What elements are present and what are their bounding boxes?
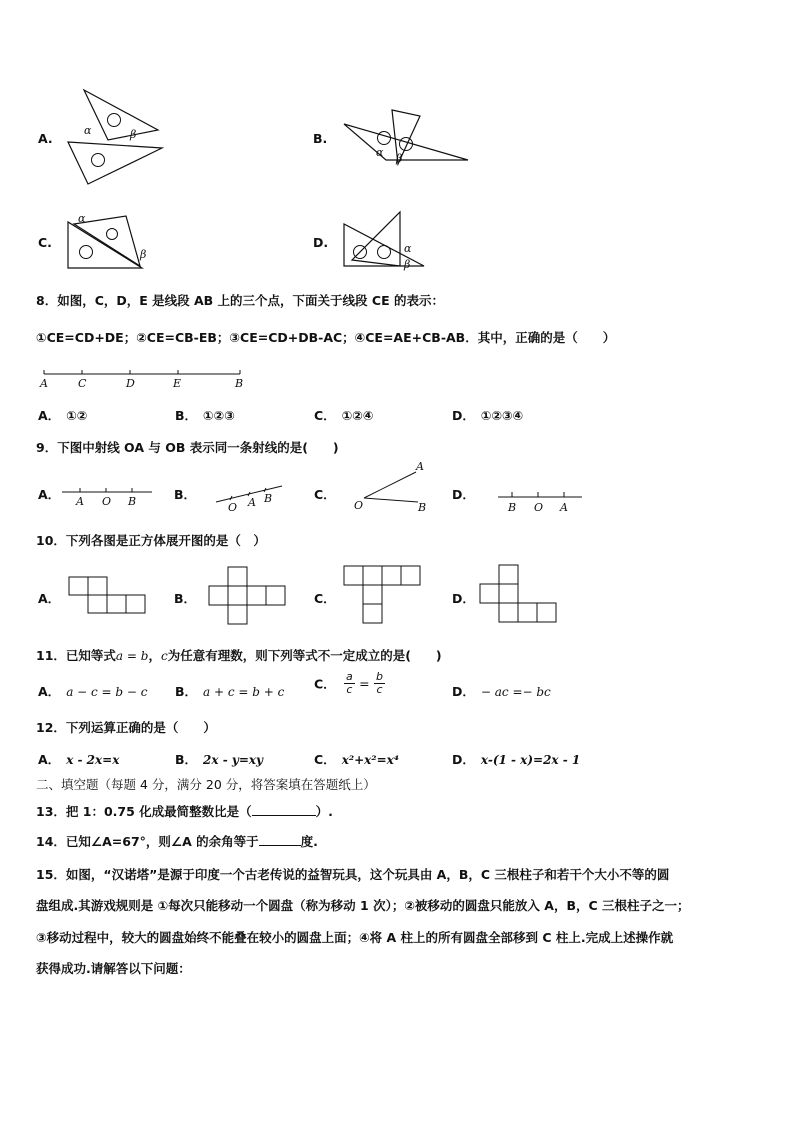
q8-option-d: D． ①②③④ [452,408,524,423]
q7a-alpha: α [84,124,92,137]
q9-option-d-label: D． [452,487,475,502]
q9b-o: O [228,501,238,514]
q8-statements: ①CE=CD+DE；②CE=CB-EB；③CE=CD+DB-AC；④CE=AE+CB-AB．其中，正确的是（ ） [36,330,616,345]
q10-option-a-label: A． [38,591,61,606]
q12-stem: 12．下列运算正确的是（ ） [36,720,216,735]
q8-pt-e: E [173,377,182,390]
q7-figure-d [338,210,433,272]
q14: 14．已知∠A=67°，则∠A 的余角等于 度. [36,834,318,849]
q12-option-d: D． x-(1 - x)=2x - 1 [452,752,581,767]
q8-pt-d: D [126,377,135,390]
q7c-beta: β [140,248,147,261]
q9c-a: A [416,460,424,473]
q12-option-c: C． x²+x²=x⁴ [314,752,400,767]
q13: 13．把 1：0.75 化成最简整数比是（ ）. [36,804,333,819]
q9a-o: O [102,495,112,508]
q10-option-b-label: B． [174,591,197,606]
q9-figure-d [496,490,586,514]
q7-option-d-label: D. [313,235,329,250]
q15-line-1: 15．如图，“汉诺塔”是源于印度一个古老传说的益智玩具，这个玩具由 A，B，C 三根柱子和若干个大小不等的圆 [36,867,670,882]
q11-option-c: C． $\frac{a}{c}$ = $\frac{b}{c}$ [314,670,383,696]
q9b-b: B [264,492,273,505]
q7-option-b-label: B. [313,131,328,146]
q10-net-d [479,564,559,624]
q7b-beta: β [396,152,403,165]
q7-option-c-label: C. [38,235,52,250]
q11-stem: 11．已知等式a = b，c为任意有理数，则下列等式不一定成立的是( ) [36,648,442,663]
q15-line-4: 获得成功.请解答以下问题： [36,961,191,976]
q7a-beta: β [130,128,137,141]
q8-pt-c: C [78,377,87,390]
q8-stem: 8．如图，C，D，E 是线段 AB 上的三个点，下面关于线段 CE 的表示： [36,293,444,308]
q9d-o: O [534,501,544,514]
q9d-b: B [508,501,517,514]
q9-figure-b [212,484,284,514]
q15-line-3: ③移动过程中，较大的圆盘始终不能叠在较小的圆盘上面；④将 A 柱上的所有圆盘全部移到 C 柱上.完成上述操作就 [36,930,674,945]
q10-net-b [208,566,288,626]
q7-figure-a [62,86,172,186]
q9a-a: A [76,495,84,508]
q7d-beta: β [404,258,411,271]
q8-option-a: A． ①② [38,408,88,423]
q9-option-b-label: B． [174,487,197,502]
q9c-o: O [354,499,364,512]
q7d-alpha: α [404,242,412,255]
q7b-alpha: α [376,146,384,159]
q9-figure-a [60,484,156,510]
q9-stem: 9．下图中射线 OA 与 OB 表示同一条射线的是( ) [36,440,339,455]
q12-option-b: B． 2x - y=xy [175,752,264,767]
q10-option-c-label: C． [314,591,336,606]
section-heading: 二、填空题（每题 4 分，满分 20 分，将答案填在答题纸上） [36,777,376,792]
q9c-b: B [418,501,427,514]
q8-segment-figure [38,368,248,390]
q11-option-b: B． a + c = b + c [175,684,285,699]
q11-option-d: D． − ac =− bc [452,684,551,699]
q7-figure-c [64,210,154,272]
q8-option-c: C． ①②④ [314,408,374,423]
q8-pt-a: A [40,377,48,390]
q7-figure-b [338,104,473,166]
q10-net-c [343,565,423,625]
q12-option-a: A． x - 2x=x [38,752,120,767]
q14-answer-blank[interactable] [259,833,301,846]
q9-figure-c [350,460,430,514]
q9a-b: B [128,495,137,508]
q13-answer-blank[interactable] [252,803,316,816]
q9-option-a-label: A． [38,487,61,502]
q15-line-2: 盘组成.其游戏规则是 ①每次只能移动一个圆盘（称为移动 1 次）；②被移动的圆盘只能放入 A，B，C 三根柱子之一； [36,898,690,913]
q11-option-a: A． a − c = b − c [38,684,148,699]
q9b-a: A [248,496,256,509]
q8-option-b: B． ①②③ [175,408,235,423]
q10-stem: 10．下列各图是正方体展开图的是（ ） [36,533,266,548]
q8-pt-b: B [235,377,244,390]
q9d-a: A [560,501,568,514]
q9-option-c-label: C． [314,487,336,502]
q10-net-a [68,576,148,616]
q7c-alpha: α [78,212,86,225]
q7-option-a-label: A. [38,131,53,146]
q10-option-d-label: D． [452,591,475,606]
